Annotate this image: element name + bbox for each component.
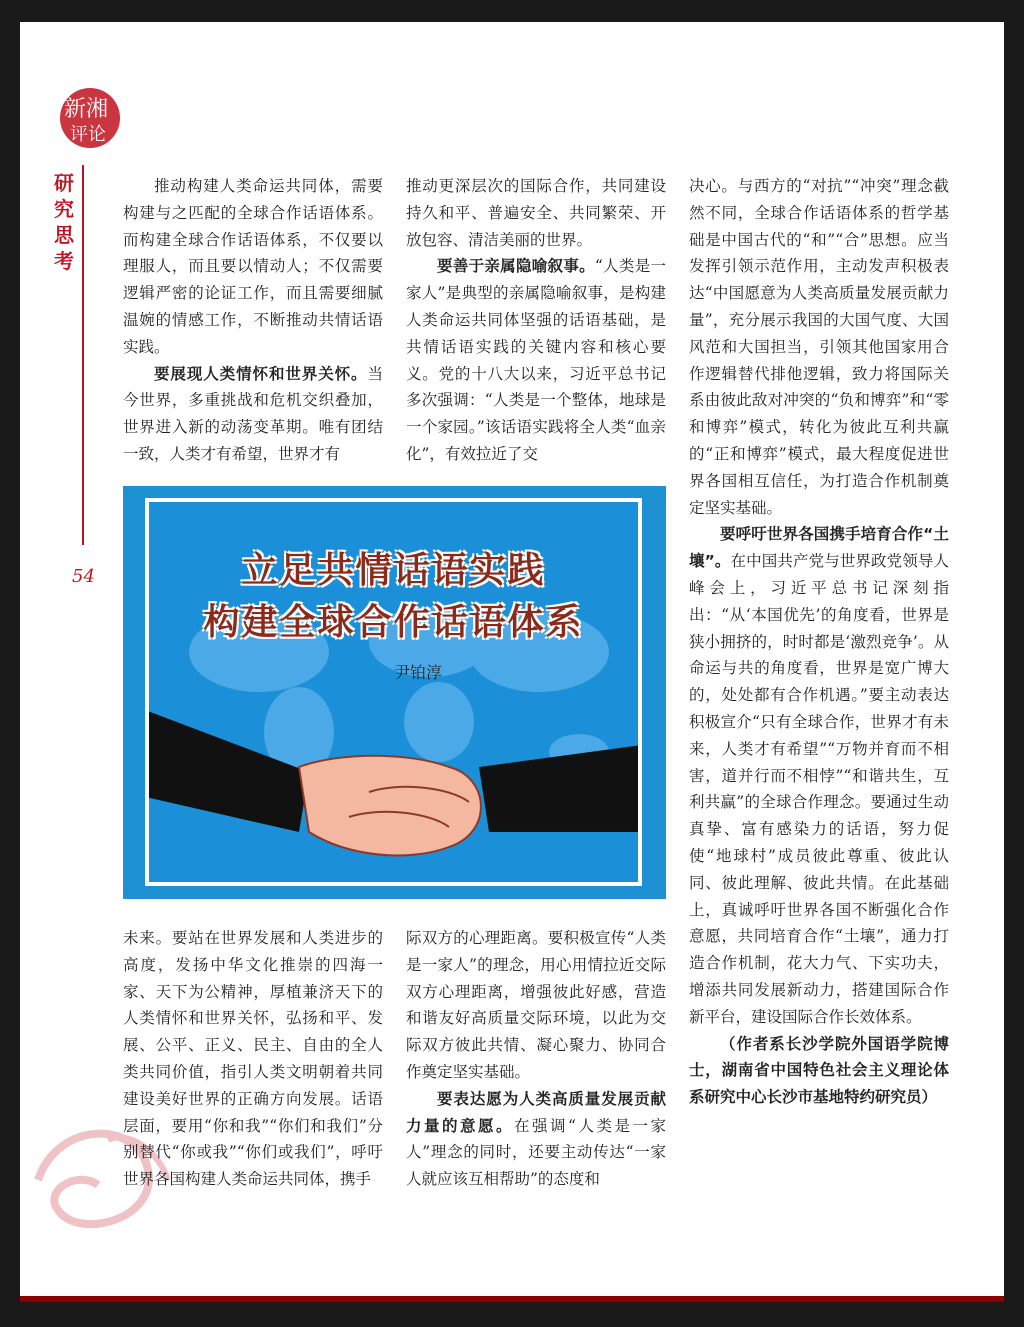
subheading: 要善于亲属隐喻叙事。 — [437, 257, 595, 276]
article-title-line2: 构建全球合作话语体系 — [203, 601, 584, 643]
paragraph: 未来。要站在世界发展和人类进步的高度，发扬中华文化推崇的四海一家、天下为公精神，厚植兼济天下的人类情怀和世界关怀，弘扬和平、发展、公平、正义、民主、自由的全人类共同价值，指引人类文明朝着共同建设美好世界的正确方向发展。话语层面，要用“你和我”“你们和我们”分别替代“你或我”“你们或我们”，呼吁世界各国构建人类命运共同体，携手 — [123, 929, 383, 1189]
paragraph: 推动构建人类命运共同体，需要构建与之匹配的全球合作话语体系。而构建全球合作话语体系，不仅要以理服人，而且要以情动人；不仅需要逻辑严密的论证工作，而且需要细腻温婉的情感工作，不断推动共情话语实践。 — [123, 177, 383, 356]
svg-text:新湘: 新湘 — [64, 97, 109, 122]
page-number: 54 — [72, 566, 95, 587]
column-2-bottom — [406, 925, 666, 1193]
subheading: 要呼吁世界各国携手培育合作“土壤”。 — [689, 525, 949, 571]
column-1-top — [123, 173, 383, 468]
subheading: 要展现人类情怀和世界关怀。 — [154, 364, 368, 383]
paragraph: 际双方的心理距离。要积极宣传“人类是一家人”的理念，用心用情拉近交际双方心理距离，增强彼此好感，营造和谐友好高质量交际环境，以此为交际双方彼此共情、凝心聚力、协同合作奠定坚实基础。 — [406, 929, 666, 1081]
article-title-line1: 立足共情话语实践 — [241, 549, 546, 591]
paragraph: 推动更深层次的国际合作，共同建设持久和平、普遍安全、共同繁荣、开放包容、清洁美丽的世界。 — [406, 177, 666, 249]
banner-frame — [145, 498, 642, 886]
column-3 — [689, 173, 949, 1111]
author-credit: （作者系长沙学院外国语学院博士，湖南省中国特色社会主义理论体系研究中心长沙市基地特约研究员） — [689, 1034, 949, 1107]
title-banner — [123, 486, 666, 899]
section-divider — [82, 165, 84, 545]
column-1-bottom — [123, 925, 383, 1193]
paragraph: 要表达愿为人类高质量发展贡献力量的意愿。在强调“人类是一家人”理念的同时，还要主动传达“一家人就应该互相帮助”的态度和 — [406, 1089, 666, 1189]
svg-text:评论: 评论 — [70, 124, 106, 145]
paragraph: 要呼吁世界各国携手培育合作“土壤”。在中国共产党与世界政党领导人峰会上，习近平总书记深刻指出：“从‘本国优先’的角度看，世界是狭小拥挤的，时时都是‘激烈竞争’。从命运与共的角度看，世界是宽广博大的，处处都有合作机遇。”要主动表达积极宣介“只有全球合作，世界才有未来，人类才有希望”“万物并育而不相害，道并行而不相悖”“和谐共生，互利共赢”的全球合作理念。要通过生动真挚、富有感染力的话语，努力促使“地球村”成员彼此尊重、彼此认同、彼此理解、彼此共情。在此基础上，真诚呼吁世界各国不断强化合作意愿，共同培育合作“土壤”，通力打造合作机制，花大力气、下实功夫，增添共同发展新动力，搭建国际合作新平台，建设国际合作长效体系。 — [689, 525, 949, 1026]
magazine-logo-icon — [50, 76, 130, 156]
paragraph: 决心。与西方的“对抗”“冲突”理念截然不同，全球合作话语体系的哲学基础是中国古代的“和”“合”思想。应当发挥引领示范作用，主动发声积极表达“中国愿意为人类高质量发展贡献力量”，充分展示我国的大国气度、大国风范和大国担当，引领其他国家用合作逻辑替代排他逻辑，致力将国际关系由彼此敌对冲突的“负和博弈”和“零和博弈”模式，转化为彼此互利共赢的“正和博弈”模式，最大程度促进世界各国相互信任，为打造合作机制奠定坚实基础。 — [689, 177, 949, 517]
paragraph: 要展现人类情怀和世界关怀。当今世界，多重挑战和危机交织叠加，世界进入新的动荡变革期。唯有团结一致，人类才有希望，世界才有 — [123, 364, 383, 463]
paragraph: 要善于亲属隐喻叙事。“人类是一家人”是典型的亲属隐喻叙事，是构建人类命运共同体坚强的话语基础，是共情话语实践的关键内容和核心要义。党的十八大以来，习近平总书记多次强调：“人类是一个整体，地球是一个家园。”该话语实践将全人类“血亲化”，有效拉近了交 — [406, 257, 666, 463]
column-2-top — [406, 173, 666, 468]
article-author: 尹铂淳 — [394, 663, 443, 682]
section-label: 研究思考 — [54, 171, 74, 273]
subheading: 要表达愿为人类高质量发展贡献力量的意愿。 — [406, 1089, 666, 1135]
